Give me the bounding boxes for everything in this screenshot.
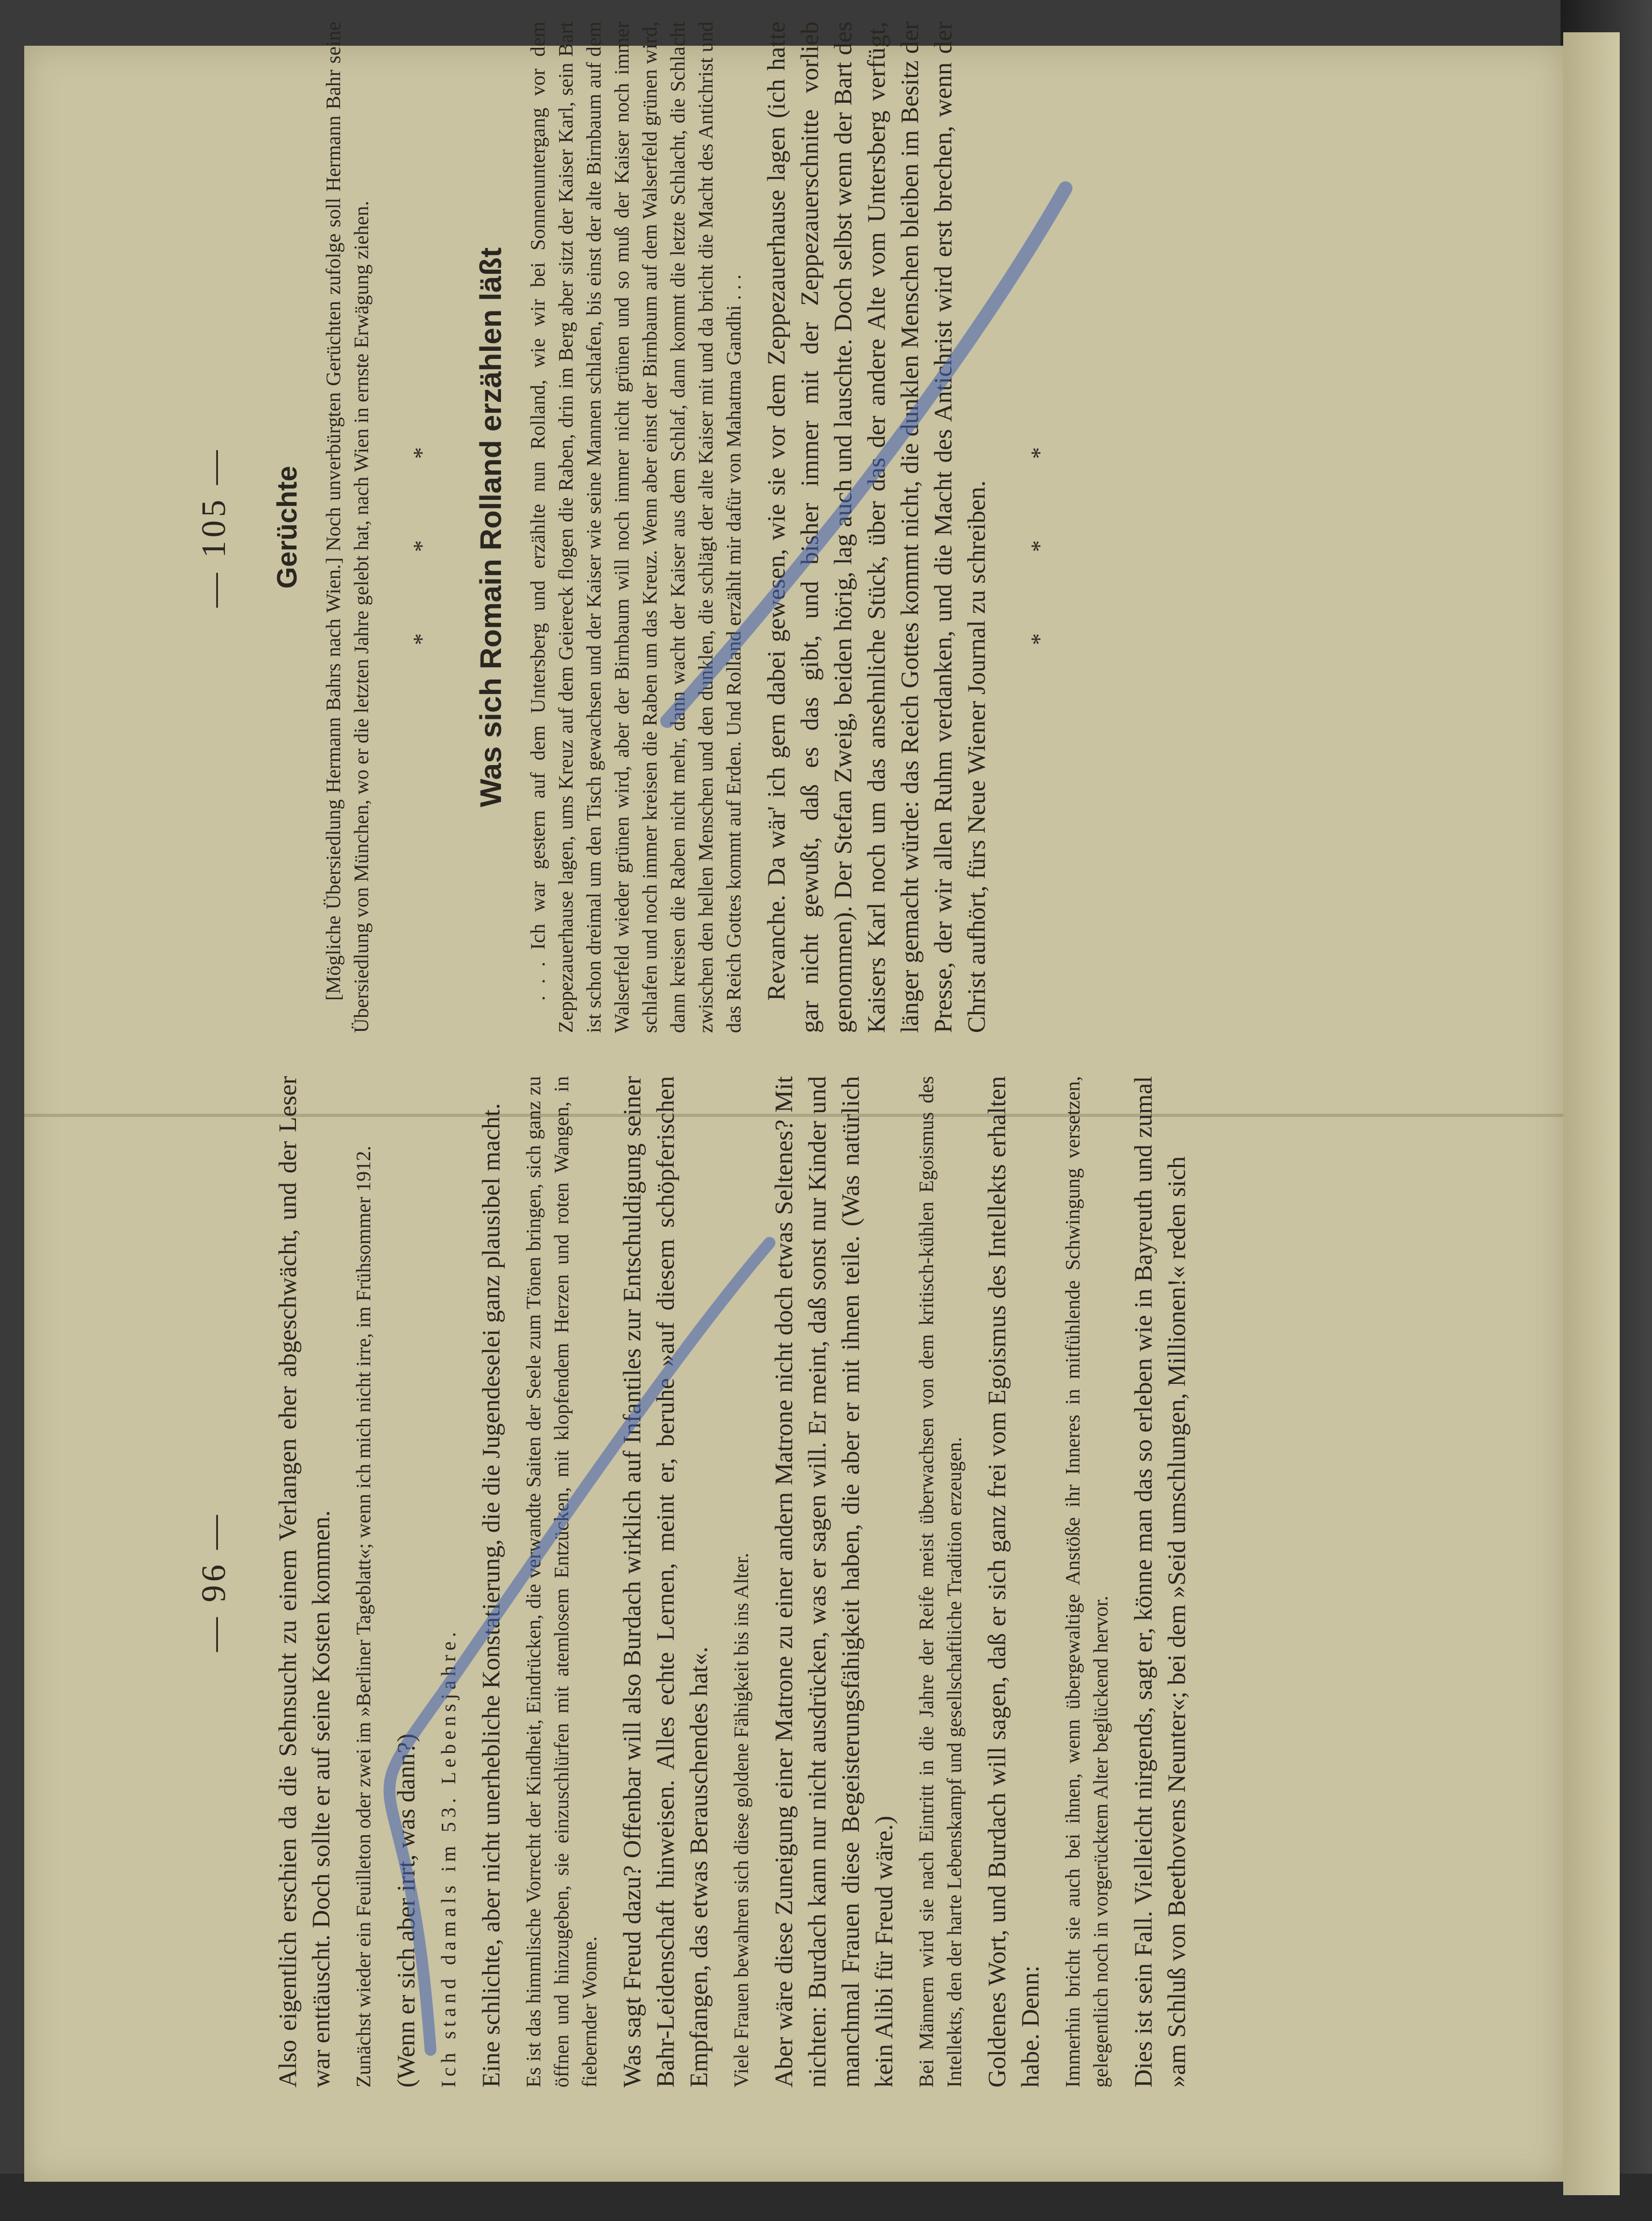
paragraph: [Mögliche Übersiedlung Hermann Bahrs nach Wien.] Noch unverbürgten Gerüchten zufolge soll Hermann Bahr seine Übersiedlung von München, wo er die letzten Jahre gelebt hat, nach Wien in ernste Erwägung ziehen.: [322, 22, 373, 1033]
page-96: [194, 1076, 1458, 2088]
separator-stars: * * *: [408, 409, 435, 645]
quoted-paragraph: Zunächst wieder ein Feuilleton oder zwei im »Berliner Tageblatt«; wenn ich mich nicht irre, im Frühsommer 1912.: [352, 1145, 375, 2088]
quoted-paragraph: Viele Frauen bewahren sich diese goldene Fähigkeit bis ins Alter.: [730, 1553, 753, 2088]
page-number: — 96 —: [194, 1512, 232, 1652]
adjacent-page-edge: [1563, 32, 1620, 2195]
paragraph: Also eigentlich erschien da die Sehnsucht zu einem Verlangen eher abgeschwächt, und der Leser war enttäuscht. Doch sollte er auf seine Kosten kommen.: [274, 1076, 335, 2088]
quoted-paragraph: Immerhin bricht sie auch bei ihnen, wenn übergewaltige Anstöße ihr Inneres in mitfühlende Schwingung versetzen, gelegentlich noch in vorgerücktem Alter beglückend hervor.: [1062, 1076, 1112, 2088]
paragraph: Was sagt Freud dazu? Offenbar will also Burdach wirklich auf Infantiles zur Entschuldigung seiner Bahr-Leidenschaft hinweisen. Alles echte Lernen, meint er, beruhe »auf diesem schöpferischen Empfangen, das etwas Berauschendes hat«.: [618, 1076, 713, 2088]
quoted-paragraph: . . . Ich war gestern auf dem Untersberg und erzählte nun Rolland, wie wir bei Sonnenuntergang vor dem Zeppezauerhause lagen, ums Kreuz auf dem Geiereck flogen die Raben, drin im Berg aber sitzt der Kaiser Karl, sein Bart ist schon dreimal um den Tisch gewachsen und der Kaiser wie seine Mannen schlafen, bis einst der alte Birnbaum auf dem Walserfeld wieder grünen wird, aber der Birnbaum will noch immer nicht grünen und so muß der Kaiser noch immer schlafen und noch immer kreisen die Raben um das Kreuz. Wenn aber einst der Birnbaum auf dem Walserfeld grünen wird, dann kreisen die Raben nicht mehr, dann wacht der Kaiser aus dem Schlaf, dann kommt die letzte Schlacht, die Schlacht zwischen den hellen Menschen und den dunklen, die schlägt der alte Kaiser mit und da bricht die Macht des Antichrist und das Reich Gottes kommt auf Erden. Und Rolland erzählt mir dafür von Mahatma Gandhi . . .: [527, 22, 745, 1033]
paragraph: Eine schlichte, aber nicht unerhebliche Konstatierung, die die Jugendeselei ganz plausibel macht.: [477, 1103, 505, 2088]
paragraph: Aber wäre diese Zuneigung einer Matrone zu einer andern Matrone nicht doch etwas Seltenes? Mit nichten: Burdach kann nur nicht ausdrücken, was er sagen will. Er meint, daß sonst nur Kinder und manchmal Frauen diese Begeisterungsfähigkeit haben, die aber er mit ihnen teile. (Was natürlich kein Alibi für Freud wäre.): [770, 1076, 898, 2088]
paragraph: Revanche. Da wär' ich gern dabei gewesen, wie sie vor dem Zeppezauerhause lagen (ich hatte gar nicht gewußt, daß es das gibt, und bisher immer mit der Zeppezauerschnitte vorlieb genommen). Der Stefan Zweig, beiden hörig, lag auch und lauschte. Doch selbst wenn der Bart des Kaisers Karl noch um das ansehnliche Stück, über das der andere Alte vom Untersberg verfügt, länger gemacht würde: das Reich Gottes kommt nicht, die dunklen Menschen bleiben im Besitz der Presse, der wir allen Ruhm verdanken, und die Macht des Antichrist wird erst brechen, wenn der Christ aufhört, fürs Neue Wiener Journal zu schreiben.: [763, 22, 991, 1033]
separator-stars: * * *: [1026, 409, 1053, 645]
quoted-paragraph: Es ist das himmlische Vorrecht der Kindheit, Eindrücken, die verwandte Saiten der Seele zum Tönen bringen, sich ganz zu öffnen und hinzugeben, sie einzuschlürfen mit atemlosem Entzücken, mit klopfendem Herzen und roten Wangen, in fiebernder Wonne.: [523, 1076, 601, 2088]
section-title: Gerüchte: [272, 465, 303, 589]
quoted-paragraph: Bei Männern wird sie nach Eintritt in die Jahre der Reife meist überwachsen von dem kritisch-kühlen Egoismus des Intellekts, den der harte Lebenskampf und gesellschaftliche Tradition erzeugen.: [915, 1076, 966, 2088]
paragraph: (Wenn er sich aber irrt, was dann?): [392, 1734, 420, 2088]
paragraph: Dies ist sein Fall. Vielleicht nirgends, sagt er, könne man das so erleben wie in Bayreuth und zumal »am Schluß von Beethovens Neunter«; bei dem »Seid umschlungen, Millionen!« reden sich: [1129, 1076, 1191, 2088]
paragraph: Goldenes Wort, und Burdach will sagen, daß er sich ganz frei vom Egoismus des Intellekts erhalten habe. Denn:: [983, 1076, 1044, 2088]
section-title: Was sich Romain Rolland erzählen läßt: [474, 247, 507, 808]
page-105: [194, 22, 1458, 1033]
page-number: — 105 —: [194, 447, 232, 607]
quoted-paragraph: Ich stand damals im 53. Lebensjahre.: [437, 1628, 460, 2088]
